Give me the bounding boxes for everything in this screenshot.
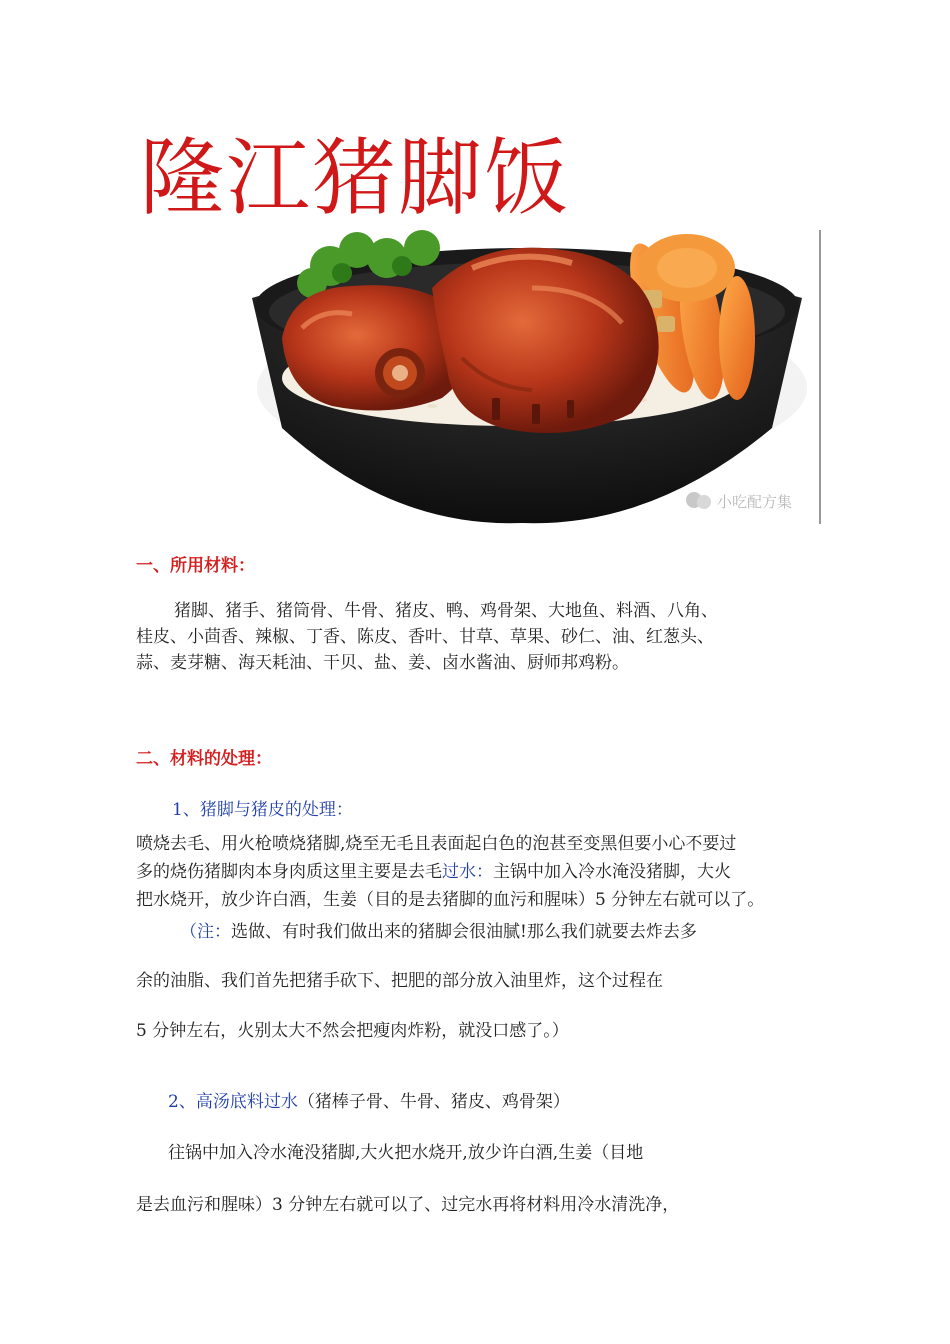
paragraph-line: 把水烧开，放少许白酒，生姜（目的是去猪脚的血污和腥味）5 分钟左右就可以了。 <box>136 890 765 910</box>
page-title: 隆江猪脚饭 <box>140 129 571 227</box>
svg-text:小吃配方集: 小吃配方集 <box>717 493 793 511</box>
section-heading-materials: 一、所用材料： <box>136 556 255 576</box>
subheading-label: 2、高汤底料过水 <box>168 1092 298 1112</box>
materials-line: 蒜、麦芽糖、海天耗油、干贝、盐、姜、卤水酱油、厨师邦鸡粉。 <box>136 653 629 673</box>
paragraph-line: 喷烧去毛、用火枪喷烧猪脚,烧至无毛且表面起白色的泡甚至变黑但要小心不要过 <box>136 834 737 854</box>
note-line: 5 分钟左右，火别太大不然会把瘦肉炸粉，就没口感了。） <box>136 1021 569 1041</box>
blanching-term: 过水： <box>442 862 493 882</box>
subheading-broth-base <box>168 1087 570 1112</box>
pork-knuckle-rice-photo <box>232 228 822 526</box>
materials-line: 桂皮、小茴香、辣椒、丁香、陈皮、香叶、甘草、草果、砂仁、油、红葱头、 <box>136 627 714 647</box>
note-label: （注： <box>180 922 231 942</box>
note-line <box>180 917 697 942</box>
note-text: 选做、有时我们做出来的猪脚会很油腻!那么我们就要去炸去多 <box>231 922 697 942</box>
materials-paragraph <box>136 598 718 676</box>
paragraph-text: 多的烧伤猪脚肉本身肉质这里主要是去毛 <box>136 862 442 882</box>
broth-line: 是去血污和腥味）3 分钟左右就可以了、过完水再将材料用冷水清洗净， <box>136 1195 680 1215</box>
section-heading-processing: 二、材料的处理： <box>136 749 272 769</box>
paragraph-text: 主锅中加入冷水淹没猪脚，大火 <box>493 862 731 882</box>
subheading-pork-skin-processing: 1、猪脚与猪皮的处理： <box>172 800 353 820</box>
processing-paragraph <box>136 830 764 914</box>
subheading-items: （猪棒子骨、牛骨、猪皮、鸡骨架） <box>297 1092 570 1112</box>
note-line: 余的油脂、我们首先把猪手砍下、把肥的部分放入油里炸，这个过程在 <box>136 971 663 991</box>
paragraph-line <box>136 858 764 886</box>
materials-line: 猪脚、猪手、猪筒骨、牛骨、猪皮、鸭、鸡骨架、大地鱼、料酒、八角、 <box>174 601 718 621</box>
broth-line: 往锅中加入冷水淹没猪脚,大火把水烧开,放少许白酒,生姜（目地 <box>168 1143 644 1163</box>
